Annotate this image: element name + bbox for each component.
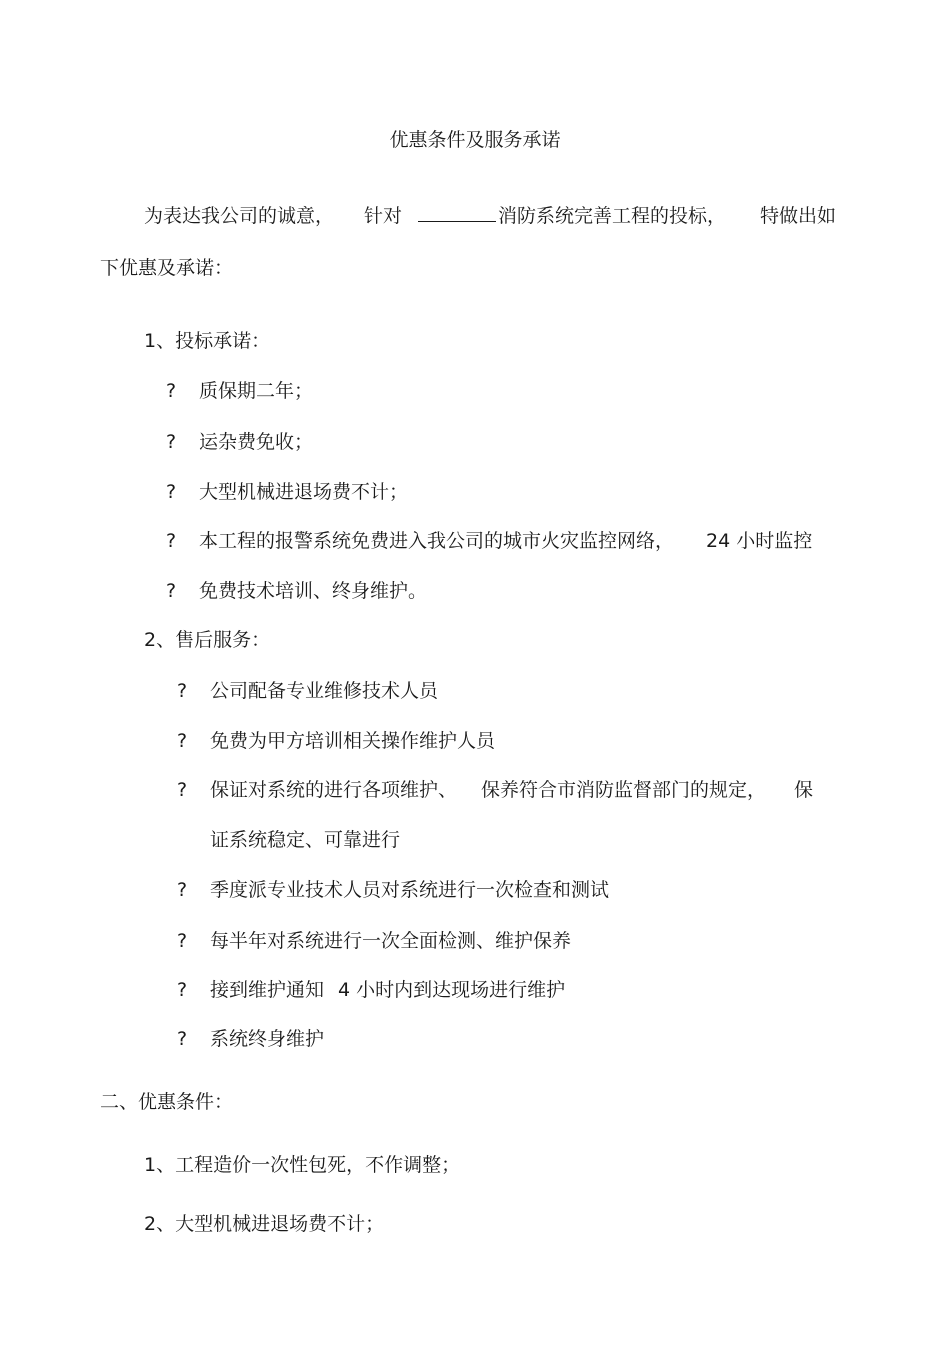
list-item	[166, 379, 313, 403]
section2-heading: 2、售后服务：	[144, 629, 271, 651]
list-item-text: 大型机械进退场费不计；	[199, 481, 409, 503]
list-item	[177, 1027, 324, 1051]
list-item-text: 免费技术培训、终身维护。	[199, 580, 428, 602]
list-item-text: 系统终身维护	[210, 1028, 325, 1050]
list-item-suffix: 24 小时监控	[706, 530, 813, 552]
list-item-text: 公司配备专业维修技术人员	[210, 680, 439, 702]
bullet-mark: ?	[177, 930, 188, 952]
bullet-mark: ?	[177, 730, 188, 752]
bullet-mark: ?	[166, 380, 177, 402]
list-item-end: 保	[794, 779, 814, 801]
bullet-mark: ?	[177, 879, 188, 901]
list-item	[166, 430, 313, 454]
intro-part-3: 消防系统完善工程的投标，	[498, 205, 727, 227]
bullet-mark: ?	[177, 1028, 188, 1050]
list-item-text: 运杂费免收；	[199, 431, 314, 453]
list-item-suffix: 4 小时内到达现场进行维护	[338, 979, 566, 1001]
list-item-text: 接到维护通知	[210, 979, 325, 1001]
section1-heading: 1、投标承诺：	[144, 330, 271, 352]
list-item-text: 本工程的报警系统免费进入我公司的城市火灾监控网络，	[199, 530, 675, 552]
list-item	[177, 878, 609, 902]
bullet-mark: ?	[166, 481, 177, 503]
bullet-mark: ?	[177, 779, 188, 801]
page-title: 优惠条件及服务承诺	[389, 129, 561, 151]
bullet-mark: ?	[166, 431, 177, 453]
list-item	[166, 579, 427, 603]
intro-part-1: 为表达我公司的诚意，	[144, 205, 335, 227]
intro-line-1	[144, 203, 836, 227]
list-item-text: 免费为甲方培训相关操作维护人员	[210, 730, 496, 752]
intro-part-4: 特做出如	[760, 205, 837, 227]
bullet-mark: ?	[177, 680, 188, 702]
list-item	[177, 729, 495, 753]
intro-part-2: 针对	[364, 205, 403, 227]
list-item-text: 保证对系统的进行各项维护、	[210, 779, 458, 801]
intro-line-2: 下优惠及承诺：	[100, 257, 234, 279]
list-item-text: 质保期二年；	[199, 380, 314, 402]
bullet-mark: ?	[166, 580, 177, 602]
section3-heading: 二、优惠条件：	[100, 1091, 234, 1113]
list-item-text: 每半年对系统进行一次全面检测、维护保养	[210, 930, 572, 952]
list-item-continuation: 证系统稳定、可靠进行	[210, 829, 401, 851]
list-item	[177, 778, 813, 802]
list-item	[177, 679, 438, 703]
list-item-mid: 保养符合市消防监督部门的规定，	[481, 779, 767, 801]
project-name-blank	[418, 203, 496, 222]
list-item: 2、大型机械进退场费不计；	[144, 1213, 385, 1235]
bullet-mark: ?	[166, 530, 177, 552]
list-item	[177, 929, 571, 953]
bullet-mark: ?	[177, 979, 188, 1001]
list-item	[166, 480, 408, 504]
list-item	[166, 529, 812, 553]
list-item: 1、工程造价一次性包死，不作调整；	[144, 1154, 461, 1176]
list-item-text: 季度派专业技术人员对系统进行一次检查和测试	[210, 879, 610, 901]
list-item	[177, 978, 565, 1002]
